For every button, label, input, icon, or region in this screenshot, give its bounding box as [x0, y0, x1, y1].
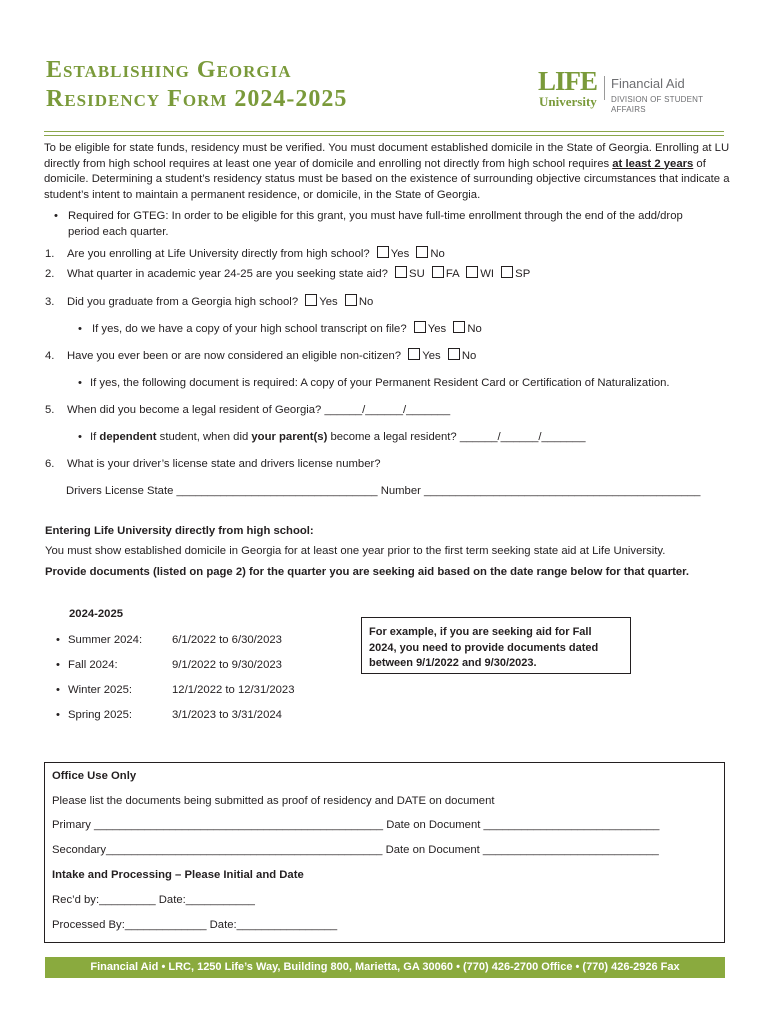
footer-bar [45, 957, 725, 978]
q4-no-checkbox[interactable] [448, 348, 460, 360]
office-recd-field[interactable]: Rec’d by:_________ Date:___________ [52, 894, 255, 906]
office-intake-heading: Intake and Processing – Please Initial and Date [52, 869, 304, 881]
form-title-line2: Residency Form 2024-2025 [46, 86, 348, 112]
question-3-text: Did you graduate from a Georgia high school? [67, 296, 299, 308]
example-callout-text: For example, if you are seeking aid for Fall 2024, you need to provide documents dated between 9/1/2022 and 9/30/2023. [369, 626, 599, 669]
intro-paragraph [44, 141, 734, 203]
date-range-value: 9/1/2022 to 9/30/2023 [172, 659, 282, 671]
q2-wi-checkbox[interactable] [466, 266, 478, 278]
footer-text: Financial Aid • LRC, 1250 Life’s Way, Building 800, Marietta, GA 30060 • (770) 426-2700 Office • (770) 426-2926 Fax [90, 961, 680, 973]
intro-text-2: of domicile. Determining a student’s residency status must be based on the existence of surrounding objective circumstances that indicate a student’s intent to maintain a permanent residence, or domicile, in the State of Georgia. [44, 157, 730, 201]
gteg-bullet-cont: period each quarter. [68, 226, 169, 238]
question-3: 3. Did you graduate from a Georgia high school? Yes No [45, 296, 374, 308]
question-1-text: Are you enrolling at Life University directly from high school? [67, 248, 370, 260]
question-2-text: What quarter in academic year 24-25 are you seeking state aid? [67, 268, 388, 280]
question-5-sub: • If dependent student, when did your parent(s) become a legal resident? ______/______/_______ [78, 431, 586, 443]
q2-sp-checkbox[interactable] [501, 266, 513, 278]
q3-sub-no-checkbox[interactable] [453, 321, 465, 333]
office-processed-field[interactable]: Processed By:_____________ Date:________________ [52, 919, 338, 931]
header-rule-bottom [44, 135, 724, 136]
date-range-term: Spring 2025: [68, 709, 133, 721]
date-range-term: Fall 2024: [68, 659, 118, 671]
logo-division-text: DIVISION OF STUDENT AFFAIRS [611, 95, 704, 114]
gteg-text-1: Required for GTEG: In order to be eligible for this grant, you must have full-time enrollment through the end of the add/drop [68, 210, 683, 222]
logo-divider [604, 76, 605, 100]
office-instructions: Please list the documents being submitted as proof of residency and DATE on document [52, 795, 495, 807]
form-title [46, 56, 347, 114]
life-university-logo [538, 68, 738, 118]
q1-no-checkbox[interactable] [416, 246, 428, 258]
q2-fa-checkbox[interactable] [432, 266, 444, 278]
bullet: • [56, 659, 60, 671]
date-range-row [56, 683, 295, 698]
question-4-sub: • If yes, the following document is required: A copy of your Permanent Resident Card or Certification of Naturalization. [78, 377, 670, 389]
q3-sub-yes-checkbox[interactable] [414, 321, 426, 333]
question-6: 6. What is your driver’s license state and drivers license number? [45, 458, 381, 470]
date-range-value: 3/1/2023 to 3/31/2024 [172, 709, 282, 721]
q1-yes-checkbox[interactable] [377, 246, 389, 258]
bullet: • [56, 684, 60, 696]
logo-life-text: LIFE [538, 66, 598, 96]
entering-heading: Entering Life University directly from high school: [45, 525, 314, 537]
logo-financial-aid-text: Financial Aid [611, 76, 685, 91]
question-4: 4. Have you ever been or are now considered an eligible non-citizen? Yes No [45, 350, 477, 362]
question-1: 1. Are you enrolling at Life University directly from high school? Yes No [45, 248, 445, 260]
question-5: 5. When did you become a legal resident of Georgia? ______/______/_______ [45, 404, 451, 416]
header-rule-top [44, 131, 724, 132]
q3-yes-checkbox[interactable] [305, 294, 317, 306]
question-5-text: When did you become a legal resident of Georgia? ______/______/_______ [67, 404, 451, 416]
entering-line-2: Provide documents (listed on page 2) for the quarter you are seeking aid based on the date range below for that quarter. [45, 566, 690, 578]
intro-text-1: To be eligible for state funds, residency must be verified. You must document established domicile in the State of Georgia. Enrolling at LU directly from high school requires at least one year of domicile and enrolling not directly from high school requires [44, 142, 730, 170]
date-range-row [56, 708, 282, 723]
form-title-line1: Establishing Georgia [46, 57, 292, 83]
office-secondary-field[interactable]: Secondary____________________________________________ Date on Document ____________________________ [52, 844, 659, 856]
question-2: 2. What quarter in academic year 24-25 are you seeking state aid? SU FA WI SP [45, 268, 531, 280]
bullet: • [56, 709, 60, 721]
intro-text-bold: at least 2 years [612, 157, 694, 170]
example-callout [361, 617, 631, 674]
entering-line-1: You must show established domicile in Georgia for at least one year prior to the first term seeking state aid at Life University. [45, 545, 666, 557]
date-range-term: Summer 2024: [68, 634, 143, 646]
question-6-text: What is your driver’s license state and drivers license number? [67, 458, 381, 470]
drivers-license-fields[interactable]: Drivers License State ________________________________ Number ____________________________________________ [66, 485, 701, 497]
logo-university-text: University [539, 94, 597, 109]
question-3-sub: • If yes, do we have a copy of your high school transcript on file? Yes No [78, 323, 482, 335]
question-4-sub-text: If yes, the following document is required: A copy of your Permanent Resident Card or Certification of Naturalization. [90, 377, 670, 389]
date-range-value: 6/1/2022 to 6/30/2023 [172, 634, 282, 646]
bullet: • [56, 634, 60, 646]
question-4-text: Have you ever been or are now considered an eligible non-citizen? [67, 350, 402, 362]
office-use-box [44, 762, 725, 943]
date-range-row [56, 633, 282, 648]
date-range-value: 12/1/2022 to 12/31/2023 [172, 684, 295, 696]
office-primary-field[interactable]: Primary ______________________________________________ Date on Document ____________________________ [52, 819, 660, 831]
q4-yes-checkbox[interactable] [408, 348, 420, 360]
dates-year: 2024-2025 [69, 608, 124, 620]
question-3-sub-text: If yes, do we have a copy of your high school transcript on file? [92, 323, 407, 335]
office-heading: Office Use Only [52, 770, 137, 782]
date-range-term: Winter 2025: [68, 684, 133, 696]
date-range-row [56, 658, 282, 673]
q2-su-checkbox[interactable] [395, 266, 407, 278]
gteg-bullet: • Required for GTEG: In order to be eligible for this grant, you must have full-time enrollment through the end of the add/drop [54, 210, 683, 222]
q3-no-checkbox[interactable] [345, 294, 357, 306]
